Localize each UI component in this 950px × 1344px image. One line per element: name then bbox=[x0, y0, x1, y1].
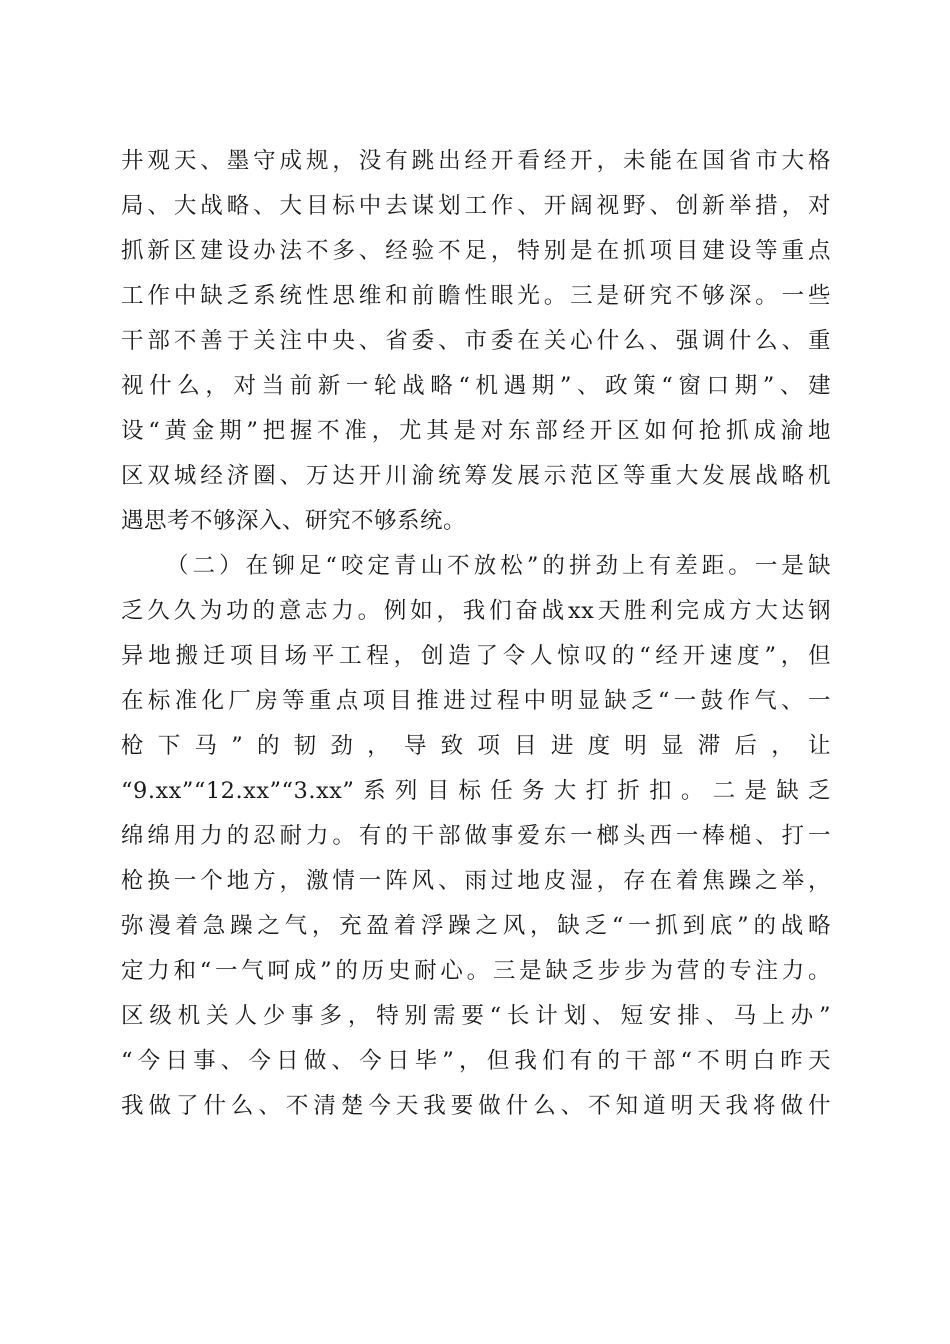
text-line: 乏久久为功的意志力。例如，我们奋战xx天胜利完成方大达钢 bbox=[121, 598, 831, 624]
section-heading-line: （二）在铆足“咬定青山不放松”的拼劲上有差距。一是缺 bbox=[166, 553, 831, 579]
text-line: “9.xx”“12.xx”“3.xx”系列目标任务大打折扣。二是缺乏 bbox=[121, 778, 831, 804]
text-line: 我做了什么、不清楚今天我要做什么、不知道明天我将做什 bbox=[121, 1093, 831, 1119]
text-line: 定力和“一气呵成”的历史耐心。三是缺乏步步为营的专注力。 bbox=[121, 958, 831, 984]
text-line: 区级机关人少事多，特别需要“长计划、短安排、马上办” bbox=[121, 1003, 831, 1029]
text-line: 抓新区建设办法不多、经验不足，特别是在抓项目建设等重点 bbox=[121, 238, 831, 264]
text-line: 区双城经济圈、万达开川渝统筹发展示范区等重大发展战略机 bbox=[121, 463, 831, 489]
text-line: 井观天、墨守成规，没有跳出经开看经开，未能在国省市大格 bbox=[121, 148, 831, 174]
text-line: “今日事、今日做、今日毕”，但我们有的干部“不明白昨天 bbox=[121, 1048, 831, 1074]
text-line: 异地搬迁项目场平工程，创造了令人惊叹的“经开速度”，但 bbox=[121, 643, 831, 669]
text-line: 枪换一个地方，激情一阵风、雨过地皮湿，存在着焦躁之举， bbox=[121, 868, 831, 894]
text-line: 干部不善于关注中央、省委、市委在关心什么、强调什么、重 bbox=[121, 328, 831, 354]
text-line: 局、大战略、大目标中去谋划工作、开阔视野、创新举措，对 bbox=[121, 193, 831, 219]
text-line: 设“黄金期”把握不准，尤其是对东部经开区如何抢抓成渝地 bbox=[121, 418, 831, 444]
text-line: 绵绵用力的忍耐力。有的干部做事爱东一榔头西一棒槌、打一 bbox=[121, 823, 831, 849]
body-text bbox=[121, 139, 831, 1129]
text-line: 弥漫着急躁之气，充盈着浮躁之风，缺乏“一抓到底”的战略 bbox=[121, 913, 831, 939]
text-line: 在标准化厂房等重点项目推进过程中明显缺乏“一鼓作气、一 bbox=[121, 688, 831, 714]
text-line: 遇思考不够深入、研究不够系统。 bbox=[121, 508, 467, 534]
text-line: 视什么，对当前新一轮战略“机遇期”、政策“窗口期”、建 bbox=[121, 373, 831, 399]
text-line: 工作中缺乏系统性思维和前瞻性眼光。三是研究不够深。一些 bbox=[121, 283, 831, 309]
text-line: 枪下马”的韧劲，导致项目进度明显滞后，让 bbox=[121, 733, 831, 759]
